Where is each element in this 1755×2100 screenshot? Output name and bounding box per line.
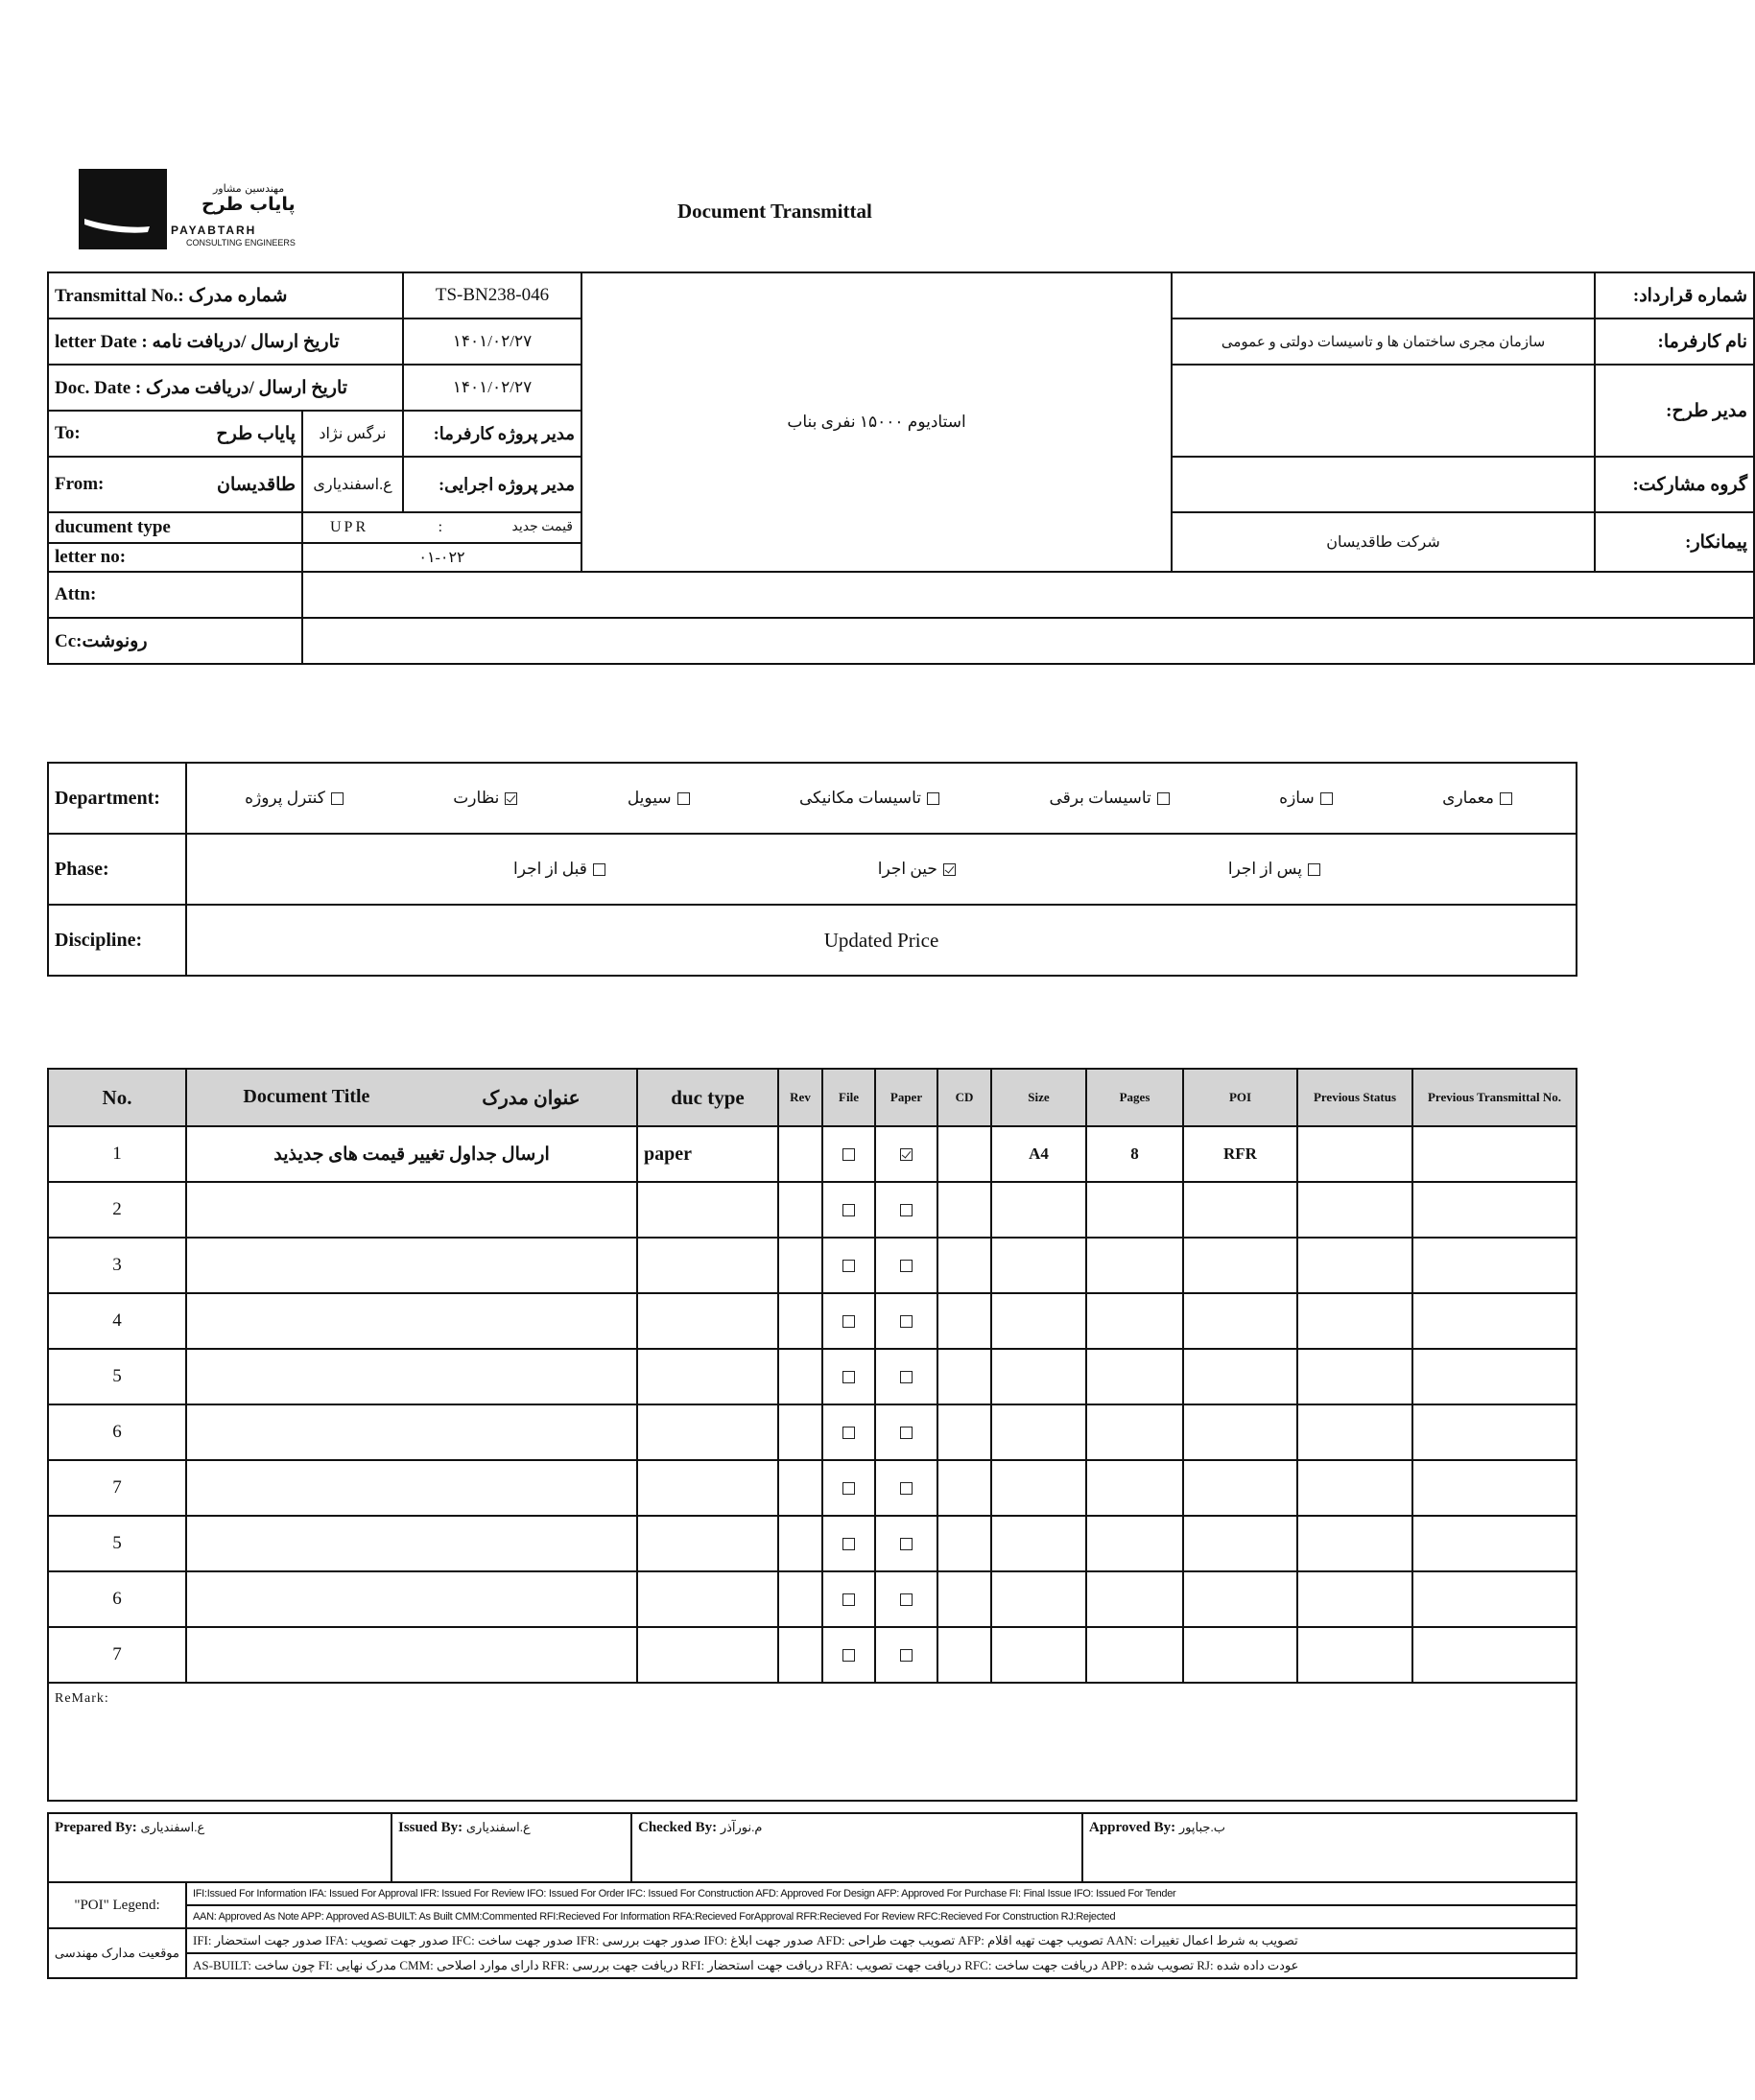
row-paper: [875, 1182, 937, 1238]
row-no: 7: [48, 1627, 186, 1683]
page-title: Document Transmittal: [677, 200, 872, 223]
doctype-sep: :: [438, 519, 443, 535]
department-option-label: سازه: [1279, 789, 1315, 807]
row-title: [186, 1404, 637, 1460]
row-paper: [875, 1293, 937, 1349]
phase-checkbox[interactable]: [943, 863, 956, 876]
department-checkbox[interactable]: [331, 792, 344, 805]
row-paper: [875, 1404, 937, 1460]
doc-date-value: ۱۴۰۱/۰۲/۲۷: [403, 365, 581, 411]
department-option-label: نظارت: [453, 789, 500, 807]
to-label: To:: [55, 422, 81, 443]
contractor-value: شرکت طاقدیسان: [1172, 512, 1595, 572]
remark-label: ReMark:: [55, 1691, 109, 1706]
row-paper-checkbox[interactable]: [900, 1593, 913, 1606]
partner-value: [1172, 457, 1595, 512]
row-poi: [1183, 1627, 1297, 1683]
table-row: [48, 1627, 1577, 1683]
phase-option[interactable]: [513, 860, 611, 879]
row-poi: [1183, 1349, 1297, 1404]
logo-fa-small: مهندسین مشاور: [213, 182, 285, 195]
row-file: [822, 1182, 875, 1238]
row-title: [186, 1182, 637, 1238]
row-file: [822, 1627, 875, 1683]
documents-table: [47, 1068, 1577, 1802]
row-no: 7: [48, 1460, 186, 1516]
row-file: [822, 1126, 875, 1182]
attn-field[interactable]: [302, 572, 1754, 618]
from-label: From:: [55, 473, 105, 494]
row-paper: [875, 1349, 937, 1404]
col-file: File: [822, 1069, 875, 1126]
col-duc-type: duc type: [637, 1069, 778, 1126]
doctype-code: UPR: [330, 519, 369, 535]
row-type: [637, 1238, 778, 1293]
row-cd: [937, 1460, 991, 1516]
row-poi: [1183, 1571, 1297, 1627]
row-file-checkbox[interactable]: [842, 1315, 855, 1328]
row-type: [637, 1627, 778, 1683]
row-file-checkbox[interactable]: [842, 1260, 855, 1272]
row-file-checkbox[interactable]: [842, 1371, 855, 1383]
logo-fa-name: پایاب طرح: [202, 194, 296, 215]
row-paper-checkbox[interactable]: [900, 1148, 913, 1161]
department-option[interactable]: [245, 789, 349, 808]
letter-date-label: letter Date : تاریخ ارسال /دریافت نامه: [48, 319, 403, 365]
row-title: [186, 1293, 637, 1349]
legend-table: [47, 1881, 1577, 1979]
row-cd: [937, 1349, 991, 1404]
row-pages: [1086, 1404, 1183, 1460]
row-paper-checkbox[interactable]: [900, 1260, 913, 1272]
row-size: [991, 1182, 1086, 1238]
row-poi: [1183, 1404, 1297, 1460]
department-option[interactable]: [1442, 789, 1518, 808]
department-option-label: تاسیسات مکانیکی: [799, 789, 921, 807]
row-title: [186, 1516, 637, 1571]
row-size: [991, 1460, 1086, 1516]
row-paper-checkbox[interactable]: [900, 1315, 913, 1328]
row-pages: [1086, 1349, 1183, 1404]
department-option[interactable]: [1049, 789, 1174, 808]
row-paper: [875, 1516, 937, 1571]
logo-mark-icon: [79, 169, 167, 249]
discipline-label: Discipline:: [48, 905, 186, 976]
legend-status-label: موقعیت مدارک مهندسی: [48, 1928, 186, 1978]
table-row: [48, 1516, 1577, 1571]
project-name: استادیوم ۱۵۰۰۰ نفری بناب: [581, 272, 1172, 572]
phase-options: [513, 860, 1326, 879]
row-prev-transmittal: [1412, 1126, 1577, 1182]
row-title: [186, 1349, 637, 1404]
department-checkbox[interactable]: [1500, 792, 1512, 805]
col-cd: CD: [937, 1069, 991, 1126]
row-title: ارسال جداول تغییر قیمت های جدیذید: [186, 1126, 637, 1182]
row-pages: [1086, 1293, 1183, 1349]
row-prev-status: [1297, 1293, 1412, 1349]
row-pages: [1086, 1460, 1183, 1516]
row-pages: [1086, 1182, 1183, 1238]
table-row: [48, 1460, 1577, 1516]
row-prev-transmittal: [1412, 1349, 1577, 1404]
row-size: A4: [991, 1126, 1086, 1182]
legend-line1: IFI:Issued For Information IFA: Issued For Approval IFR: Issued For Review IFO: Issued For Order IFC: Issued For Construction AFD: Approved For Design AFP: Approved For Purchase FI: Final Issue IFO: Issued For Tender: [186, 1882, 1577, 1905]
legend-line2: AAN: Approved As Note APP: Approved AS-BUILT: As Built CMM:Commented RFI:Recieved For Information RFA:Recieved ForApproval RFR:Recieved For Review RFC:Recieved For Construction RJ:Rejected: [186, 1905, 1577, 1928]
transmittal-value: TS-BN238-046: [403, 272, 581, 319]
department-option-label: معماری: [1442, 789, 1494, 807]
row-no: 3: [48, 1238, 186, 1293]
to-person: نرگس نژاد: [302, 411, 403, 457]
designer-label: مدیر طرح:: [1595, 365, 1754, 457]
row-no: 4: [48, 1293, 186, 1349]
department-label: Department:: [48, 763, 186, 834]
col-title-fa: عنوان مدرک: [482, 1087, 581, 1109]
cc-label: Cc:رونوشت: [48, 618, 302, 664]
table-row: [48, 1293, 1577, 1349]
row-file: [822, 1293, 875, 1349]
contract-no-value: [1172, 272, 1595, 319]
row-poi: RFR: [1183, 1126, 1297, 1182]
table-row: [48, 1126, 1577, 1182]
contractor-label: پیمانکار:: [1595, 512, 1754, 572]
row-title: [186, 1238, 637, 1293]
transmittal-label: Transmittal No.: شماره مدرک: [48, 272, 403, 319]
phase-option-label: قبل از اجرا: [513, 860, 587, 878]
row-poi: [1183, 1460, 1297, 1516]
department-checkbox[interactable]: [1320, 792, 1333, 805]
row-file: [822, 1460, 875, 1516]
row-file-checkbox[interactable]: [842, 1649, 855, 1662]
row-cd: [937, 1293, 991, 1349]
col-rev: Rev: [778, 1069, 822, 1126]
department-option-label: کنترل پروژه: [245, 789, 325, 807]
department-option[interactable]: [453, 789, 523, 808]
company-logo: [79, 169, 299, 249]
row-type: paper: [637, 1126, 778, 1182]
row-prev-status: [1297, 1460, 1412, 1516]
row-file: [822, 1349, 875, 1404]
row-poi: [1183, 1238, 1297, 1293]
row-no: 2: [48, 1182, 186, 1238]
phase-option[interactable]: [878, 860, 961, 879]
row-title: [186, 1571, 637, 1627]
phase-label: Phase:: [48, 834, 186, 905]
doctype-value: قیمت جدید: [511, 520, 573, 534]
row-prev-transmittal: [1412, 1460, 1577, 1516]
row-paper: [875, 1126, 937, 1182]
row-type: [637, 1571, 778, 1627]
signatures-table: [47, 1812, 1577, 1883]
row-poi: [1183, 1516, 1297, 1571]
row-paper-checkbox[interactable]: [900, 1371, 913, 1383]
row-paper-checkbox[interactable]: [900, 1482, 913, 1495]
department-option[interactable]: [628, 789, 696, 808]
row-pages: [1086, 1516, 1183, 1571]
department-option[interactable]: [799, 789, 945, 808]
approved-value: ب.جباپور: [1178, 1820, 1225, 1834]
row-type: [637, 1404, 778, 1460]
legend-label: "POI" Legend:: [48, 1882, 186, 1928]
row-paper-checkbox[interactable]: [900, 1649, 913, 1662]
row-rev: [778, 1627, 822, 1683]
prepared-value: ع.اسفندیاری: [140, 1820, 205, 1834]
row-paper-checkbox[interactable]: [900, 1538, 913, 1550]
phase-checkbox[interactable]: [1308, 863, 1320, 876]
approved-label: Approved By:: [1089, 1820, 1176, 1835]
row-cd: [937, 1627, 991, 1683]
issued-label: Issued By:: [398, 1820, 463, 1835]
col-title-en: Document Title: [243, 1085, 370, 1107]
row-poi: [1183, 1182, 1297, 1238]
classification-table: [47, 762, 1577, 977]
row-pages: [1086, 1238, 1183, 1293]
row-type: [637, 1182, 778, 1238]
row-file-checkbox[interactable]: [842, 1482, 855, 1495]
phase-option[interactable]: [1228, 860, 1326, 879]
row-prev-status: [1297, 1182, 1412, 1238]
row-prev-transmittal: [1412, 1627, 1577, 1683]
row-rev: [778, 1571, 822, 1627]
attn-label: Attn:: [48, 572, 302, 618]
table-row: [48, 1182, 1577, 1238]
row-file: [822, 1404, 875, 1460]
department-option-label: تاسیسات برقی: [1049, 789, 1151, 807]
prepared-label: Prepared By:: [55, 1820, 137, 1835]
row-prev-transmittal: [1412, 1238, 1577, 1293]
department-checkbox[interactable]: [505, 792, 517, 805]
client-value: سازمان مجری ساختمان ها و تاسیسات دولتی و عمومی: [1172, 319, 1595, 365]
from-person: ع.اسفندیاری: [302, 457, 403, 512]
row-rev: [778, 1516, 822, 1571]
row-rev: [778, 1238, 822, 1293]
row-prev-transmittal: [1412, 1571, 1577, 1627]
col-paper: Paper: [875, 1069, 937, 1126]
col-poi: POI: [1183, 1069, 1297, 1126]
row-rev: [778, 1126, 822, 1182]
row-paper: [875, 1571, 937, 1627]
row-file-checkbox[interactable]: [842, 1427, 855, 1439]
logo-en-sub: CONSULTING ENGINEERS: [186, 238, 296, 248]
row-paper: [875, 1627, 937, 1683]
issued-value: ع.اسفندیاری: [465, 1820, 531, 1834]
row-cd: [937, 1571, 991, 1627]
row-type: [637, 1460, 778, 1516]
row-type: [637, 1293, 778, 1349]
phase-option-label: حین اجرا: [877, 860, 937, 878]
letter-date-value: ۱۴۰۱/۰۲/۲۷: [403, 319, 581, 365]
col-no: No.: [48, 1069, 186, 1126]
department-option-label: سیویل: [627, 789, 672, 807]
row-poi: [1183, 1293, 1297, 1349]
row-size: [991, 1627, 1086, 1683]
col-pages: Pages: [1086, 1069, 1183, 1126]
department-checkbox[interactable]: [677, 792, 690, 805]
row-size: [991, 1571, 1086, 1627]
row-file-checkbox[interactable]: [842, 1148, 855, 1161]
row-paper-checkbox[interactable]: [900, 1427, 913, 1439]
row-size: [991, 1404, 1086, 1460]
department-option[interactable]: [1279, 789, 1339, 808]
phase-checkbox[interactable]: [593, 863, 605, 876]
row-prev-status: [1297, 1627, 1412, 1683]
letter-no-label: letter no:: [48, 543, 302, 572]
partner-label: گروه مشارکت:: [1595, 457, 1754, 512]
col-size: Size: [991, 1069, 1086, 1126]
row-file: [822, 1238, 875, 1293]
row-type: [637, 1349, 778, 1404]
row-rev: [778, 1182, 822, 1238]
row-pages: [1086, 1571, 1183, 1627]
row-rev: [778, 1293, 822, 1349]
letter-no-value: ۰۱-۰۲۲: [302, 543, 581, 572]
doctype-label: ducument type: [48, 512, 302, 543]
table-row: [48, 1238, 1577, 1293]
row-cd: [937, 1126, 991, 1182]
row-prev-status: [1297, 1238, 1412, 1293]
row-paper-checkbox[interactable]: [900, 1204, 913, 1216]
row-prev-status: [1297, 1349, 1412, 1404]
department-options: [245, 789, 1518, 808]
row-rev: [778, 1460, 822, 1516]
row-size: [991, 1516, 1086, 1571]
legend-fa-line1: IFI: صدور جهت استحضار IFA: صدور جهت تصویب IFC: صدور جهت ساخت IFR: صدور جهت بررسی IFO: صدور جهت ابلاغ AFD: تصویب جهت طراحی AFP: تصویب جهت تهیه اقلام AAN: تصویب به شرط اعمال تغییرات: [186, 1928, 1577, 1953]
from-value: طاقدیسان: [217, 474, 296, 495]
row-size: [991, 1293, 1086, 1349]
discipline-value: Updated Price: [186, 905, 1577, 976]
checked-value: م.نورآذر: [720, 1820, 763, 1834]
row-prev-status: [1297, 1516, 1412, 1571]
row-cd: [937, 1182, 991, 1238]
row-file-checkbox[interactable]: [842, 1204, 855, 1216]
designer-value: [1172, 365, 1595, 457]
row-paper: [875, 1238, 937, 1293]
row-file: [822, 1571, 875, 1627]
doc-date-label: Doc. Date : تاریخ ارسال /دریافت مدرک: [48, 365, 403, 411]
table-row: [48, 1349, 1577, 1404]
row-cd: [937, 1238, 991, 1293]
legend-fa-line2: AS-BUILT: چون ساخت FI: مدرک نهایی CMM: دارای موارد اصلاحی RFR: دریافت جهت بررسی RFI: دریافت جهت استحضار RFA: دریافت جهت تصویب RFC: دریافت جهت ساخت APP: تصویب شده RJ: عودت داده شده: [186, 1953, 1577, 1978]
row-paper: [875, 1460, 937, 1516]
phase-option-label: پس از اجرا: [1227, 860, 1302, 878]
department-checkbox[interactable]: [1157, 792, 1170, 805]
header-table: [47, 271, 1755, 665]
row-prev-transmittal: [1412, 1182, 1577, 1238]
logo-en-name: PAYABTARH: [171, 224, 257, 237]
row-prev-transmittal: [1412, 1404, 1577, 1460]
department-checkbox[interactable]: [927, 792, 939, 805]
row-no: 6: [48, 1571, 186, 1627]
col-prev-status: Previous Status: [1297, 1069, 1412, 1126]
row-pages: [1086, 1627, 1183, 1683]
row-prev-status: [1297, 1571, 1412, 1627]
row-file: [822, 1516, 875, 1571]
table-row: [48, 1571, 1577, 1627]
exec-pm-label: مدیر پروژه اجرایی:: [403, 457, 581, 512]
cc-field[interactable]: [302, 618, 1754, 664]
row-rev: [778, 1349, 822, 1404]
client-pm-label: مدیر پروژه کارفرما:: [403, 411, 581, 457]
row-cd: [937, 1404, 991, 1460]
row-pages: 8: [1086, 1126, 1183, 1182]
row-no: 5: [48, 1516, 186, 1571]
row-file-checkbox[interactable]: [842, 1538, 855, 1550]
checked-label: Checked By:: [638, 1820, 718, 1835]
row-title: [186, 1627, 637, 1683]
row-title: [186, 1460, 637, 1516]
row-prev-transmittal: [1412, 1516, 1577, 1571]
col-prev-transmittal: Previous Transmittal No.: [1412, 1069, 1577, 1126]
row-size: [991, 1238, 1086, 1293]
contract-no-label: شماره قرارداد:: [1595, 272, 1754, 319]
row-no: 6: [48, 1404, 186, 1460]
to-value: پایاب طرح: [216, 423, 296, 444]
row-size: [991, 1349, 1086, 1404]
row-rev: [778, 1404, 822, 1460]
row-prev-status: [1297, 1126, 1412, 1182]
row-prev-status: [1297, 1404, 1412, 1460]
row-cd: [937, 1516, 991, 1571]
table-row: [48, 1404, 1577, 1460]
row-no: 1: [48, 1126, 186, 1182]
row-type: [637, 1516, 778, 1571]
row-no: 5: [48, 1349, 186, 1404]
row-file-checkbox[interactable]: [842, 1593, 855, 1606]
row-prev-transmittal: [1412, 1293, 1577, 1349]
client-label: نام کارفرما:: [1595, 319, 1754, 365]
